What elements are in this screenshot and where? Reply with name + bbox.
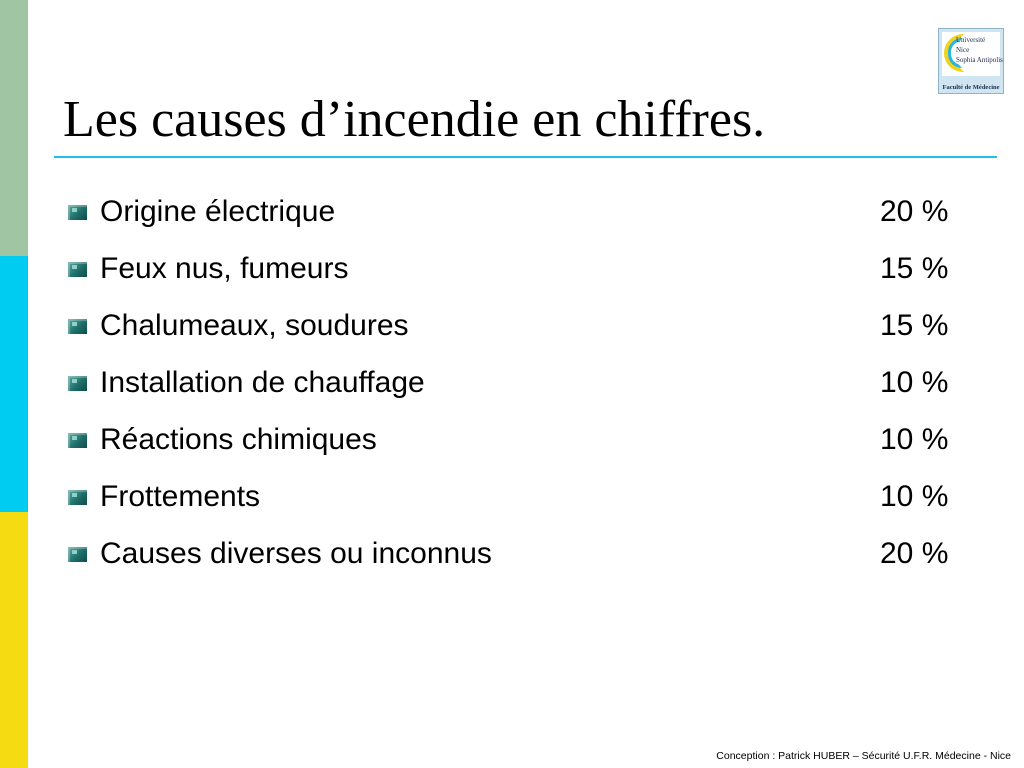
square-bullet-icon [68, 433, 87, 448]
logo-text-line1: Université [956, 36, 986, 44]
cause-percentage: 10 % [880, 366, 949, 399]
side-stripe-yellow [0, 512, 28, 768]
square-bullet-icon [68, 376, 87, 391]
side-stripe-green [0, 0, 28, 256]
list-item [68, 356, 968, 413]
cause-label: Origine électrique [100, 195, 336, 228]
cause-percentage: 20 % [880, 195, 949, 228]
cause-label: Frottements [100, 480, 261, 513]
footer-credit: Conception : Patrick HUBER – Sécurité U.F.R. Médecine - Nice [716, 750, 1011, 762]
university-logo [938, 28, 1004, 94]
cause-label: Feux nus, fumeurs [100, 252, 349, 285]
cause-label: Chalumeaux, soudures [100, 309, 409, 342]
cause-percentage: 10 % [880, 480, 949, 513]
logo-caption: Faculté de Médecine [942, 84, 1000, 91]
logo-emblem [942, 32, 1003, 76]
list-item [68, 527, 968, 584]
list-item [68, 185, 968, 242]
cause-label: Installation de chauffage [100, 366, 425, 399]
cause-percentage: 15 % [880, 309, 949, 342]
slide-title: Les causes d’incendie en chiffres. [63, 91, 766, 148]
square-bullet-icon [68, 205, 87, 220]
title-divider [54, 156, 997, 158]
list-item [68, 413, 968, 470]
square-bullet-icon [68, 490, 87, 505]
list-item [68, 470, 968, 527]
cause-percentage: 15 % [880, 252, 949, 285]
causes-list [68, 185, 968, 584]
list-item [68, 299, 968, 356]
logo-text-line3: Sophia Antipolis [956, 56, 1003, 64]
cause-percentage: 20 % [880, 537, 949, 570]
list-item [68, 242, 968, 299]
square-bullet-icon [68, 262, 87, 277]
side-stripe-cyan [0, 256, 28, 512]
cause-label: Réactions chimiques [100, 423, 377, 456]
square-bullet-icon [68, 547, 87, 562]
cause-percentage: 10 % [880, 423, 949, 456]
cause-label: Causes diverses ou inconnus [100, 537, 492, 570]
square-bullet-icon [68, 319, 87, 334]
logo-text-line2: Nice [956, 46, 970, 54]
